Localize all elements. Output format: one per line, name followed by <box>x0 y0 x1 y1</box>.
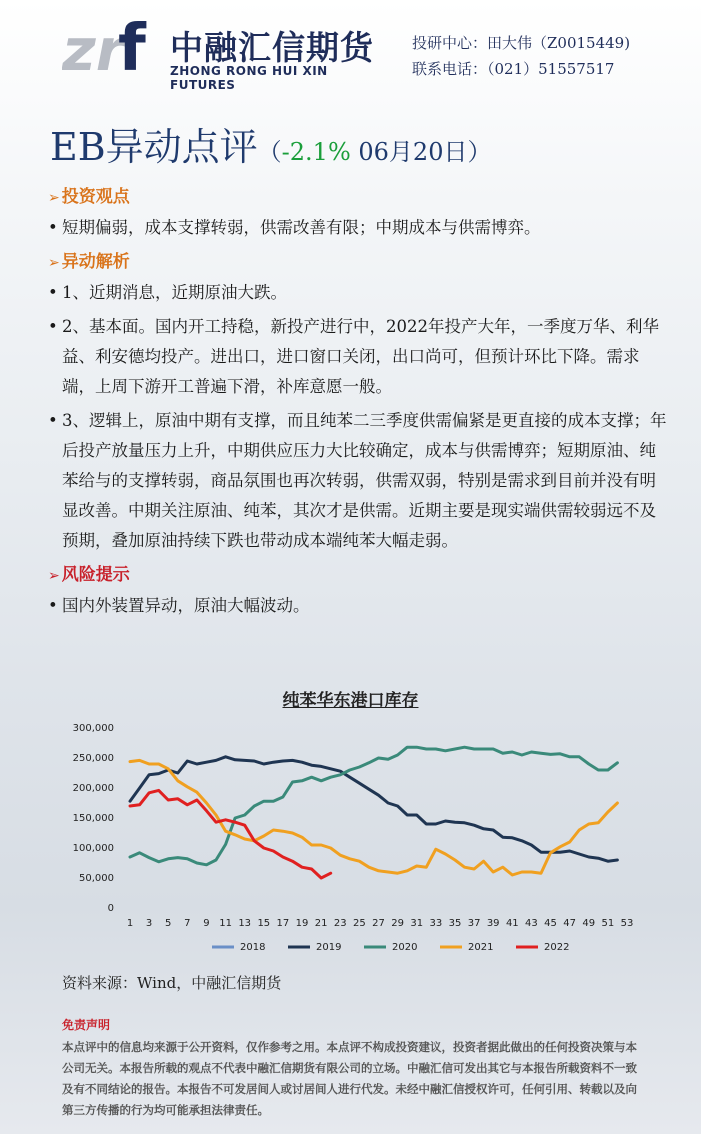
x-tick-label: 23 <box>333 918 347 929</box>
page-title <box>50 116 491 171</box>
x-tick-label: 41 <box>505 918 519 929</box>
bullet-icon: • <box>48 596 58 615</box>
arrow-icon: ➢ <box>48 568 60 584</box>
research-contact: 投研中心：田大伟（Z0015449) <box>412 34 631 52</box>
logo-chinese-name: 中融汇信期货 <box>170 28 374 67</box>
bullet-icon: • <box>48 283 58 302</box>
x-tick-label: 53 <box>620 918 634 929</box>
x-tick-label: 25 <box>353 918 366 929</box>
legend-label-2019: 2019 <box>316 942 342 953</box>
y-tick-label: 200,000 <box>72 783 114 794</box>
disclaimer-heading: 免责声明 <box>62 1018 111 1032</box>
list-item: • 2、基本面。国内开工持稳，新投产进行中，2022年投产大年，一季度万华、利华益、利安德均投产。进出口，进口窗口关闭，出口尚可，但预计环比下降。需求端，上周下游开工普遍下滑，补库意愿一般。 <box>48 312 668 402</box>
x-tick-label: 5 <box>165 918 172 929</box>
x-tick-label: 15 <box>257 918 271 929</box>
svg-text:f: f <box>118 12 146 82</box>
y-tick-label: 50,000 <box>79 873 114 884</box>
section-heading-risk: ➢ 风险提示 <box>48 565 130 585</box>
list-item: • 短期偏弱，成本支撑转弱，供需改善有限；中期成本与供需博弈。 <box>48 213 668 243</box>
section-heading-analysis: ➢ 异动解析 <box>48 252 130 272</box>
report-content <box>48 178 668 625</box>
x-tick-label: 51 <box>601 918 615 929</box>
disclaimer <box>62 1016 642 1121</box>
x-tick-label: 17 <box>276 918 290 929</box>
x-tick-label: 3 <box>145 918 153 929</box>
title-main: EB异动点评 <box>50 125 258 169</box>
legend-label-2020: 2020 <box>392 942 418 953</box>
legend-label-2018: 2018 <box>240 942 266 953</box>
chart-title: 纯苯华东港口库存 <box>282 691 419 711</box>
title-date: 06月20日） <box>350 138 492 166</box>
x-tick-label: 13 <box>238 918 252 929</box>
title-open-paren: （ <box>257 138 282 166</box>
x-tick-label: 11 <box>219 918 232 929</box>
logo-english-name: ZHONG RONG HUI XIN FUTURES <box>170 64 328 92</box>
legend-label-2021: 2021 <box>468 942 494 953</box>
y-tick-label: 0 <box>107 903 114 914</box>
svg-text:zr: zr <box>62 16 125 82</box>
x-tick-label: 1 <box>126 918 134 929</box>
y-tick-label: 150,000 <box>72 813 114 824</box>
list-item: • 国内外装置异动，原油大幅波动。 <box>48 591 668 621</box>
disclaimer-text: 本点评中的信息均来源于公开资料，仅作参考之用。本点评不构成投资建议，投资者据此做出的任何投资决策与本公司无关。本报告所载的观点不代表中融汇信期货有限公司的立场。中融汇信可发出其它与本报告所载资料不一致及有不同结论的报告。本报告不可发居间人或讨居间人进行代发。未经中融汇信授权许可，任何引用、转载以及向第三方传播的行为均可能承担法律责任。 <box>62 1040 637 1117</box>
x-tick-label: 27 <box>372 918 385 929</box>
bullet-icon: • <box>48 411 58 430</box>
list-item: • 1、近期消息，近期原油大跌。 <box>48 278 668 308</box>
y-tick-label: 100,000 <box>72 843 114 854</box>
series-line-2021 <box>130 760 617 875</box>
x-tick-label: 43 <box>525 918 538 929</box>
x-tick-label: 7 <box>184 918 191 929</box>
x-tick-label: 45 <box>544 918 557 929</box>
x-tick-label: 47 <box>563 918 577 929</box>
inventory-line-chart <box>62 716 652 961</box>
x-tick-label: 19 <box>295 918 309 929</box>
x-tick-label: 29 <box>391 918 404 929</box>
contact-info <box>412 30 630 82</box>
section-heading-view: ➢ 投资观点 <box>48 187 130 207</box>
x-tick-label: 33 <box>429 918 443 929</box>
title-percent-change: -2.1% <box>281 138 351 166</box>
bullet-icon: • <box>48 317 58 336</box>
phone-contact: 联系电话：（021）51557517 <box>412 60 615 78</box>
bullet-icon: • <box>48 218 58 237</box>
list-item: • 3、逻辑上，原油中期有支撑，而且纯苯二三季度供需偏紧是更直接的成本支撑；年后投产放量压力上升，中期供应压力大比较确定，成本与供需博弈；短期原油、纯苯给与的支撑转弱，商品氛围也再次转弱，供需双弱，特别是需求到目前并没有明显改善。中期关注原油、纯苯，其次才是供需。近期主要是现实端供需较弱远不及预期，叠加原油持续下跌也带动成本端纯苯大幅走弱。 <box>48 406 668 556</box>
y-tick-label: 300,000 <box>72 723 114 734</box>
x-tick-label: 39 <box>486 918 500 929</box>
company-logo <box>62 12 382 92</box>
arrow-icon: ➢ <box>48 190 60 206</box>
arrow-icon: ➢ <box>48 255 60 271</box>
x-tick-label: 21 <box>314 918 328 929</box>
x-tick-label: 35 <box>448 918 462 929</box>
x-tick-label: 49 <box>582 918 596 929</box>
x-tick-label: 37 <box>467 918 481 929</box>
x-tick-label: 9 <box>203 918 210 929</box>
legend-label-2022: 2022 <box>544 942 570 953</box>
y-tick-label: 250,000 <box>72 753 114 764</box>
x-tick-label: 31 <box>410 918 424 929</box>
zrhx-logo-mark-icon <box>62 12 158 82</box>
data-source: 资料来源：Wind，中融汇信期货 <box>62 974 282 992</box>
